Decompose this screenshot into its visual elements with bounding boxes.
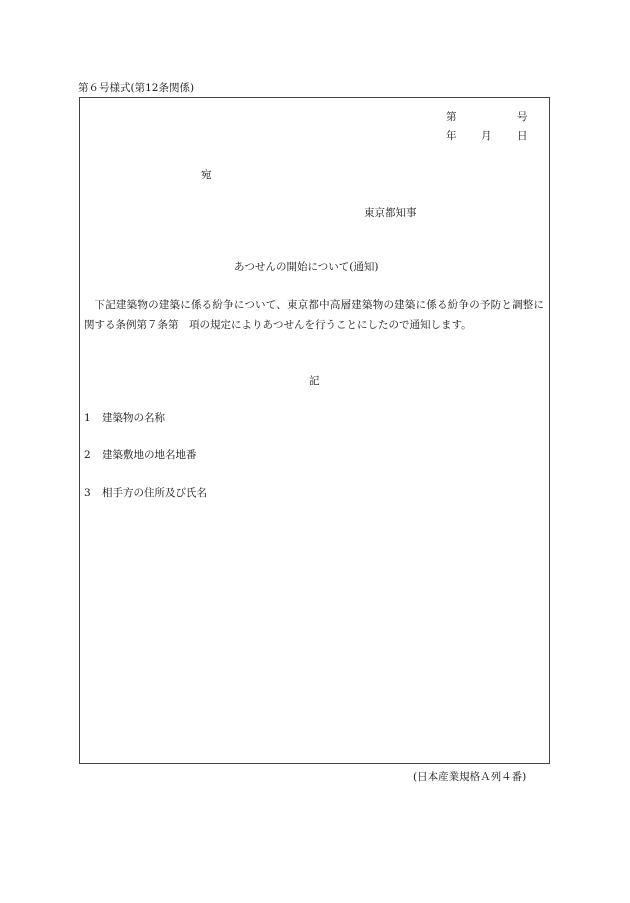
sender-name: 東京都知事 (364, 207, 417, 219)
form-frame (79, 97, 550, 764)
document-title: あつせんの開始について(通知) (234, 261, 379, 273)
form-number-label: 第６号様式(第12条関係) (78, 82, 195, 94)
list-item-number: 2 (84, 449, 91, 461)
list-item-label: 相手方の住所及び氏名 (102, 487, 207, 499)
ki-heading: 記 (309, 375, 320, 387)
list-item-label: 建築物の名称 (102, 412, 165, 424)
list-item-number: 3 (84, 487, 91, 499)
date-month-label: 月 (481, 130, 492, 142)
date-day-label: 日 (517, 130, 528, 142)
body-paragraph: 下記建築物の建築に係る紛争について、東京都中高層建築物の建築に係る紛争の予防と調整に関する条例第７条第 項の規定によりあつせんを行うことにしたので通知します。 (84, 299, 544, 331)
list-item-label: 建築敷地の地名地番 (102, 449, 197, 461)
list-item (84, 410, 165, 425)
paper-size-note: (日本産業規格Ａ列４番) (413, 771, 527, 783)
document-number-prefix: 第 (446, 111, 457, 123)
document-number-suffix: 号 (517, 111, 528, 123)
list-item-number: 1 (84, 412, 91, 424)
date-year-label: 年 (446, 130, 457, 142)
addressee-suffix: 宛 (201, 169, 212, 181)
list-item (84, 447, 197, 462)
list-item (84, 485, 207, 500)
